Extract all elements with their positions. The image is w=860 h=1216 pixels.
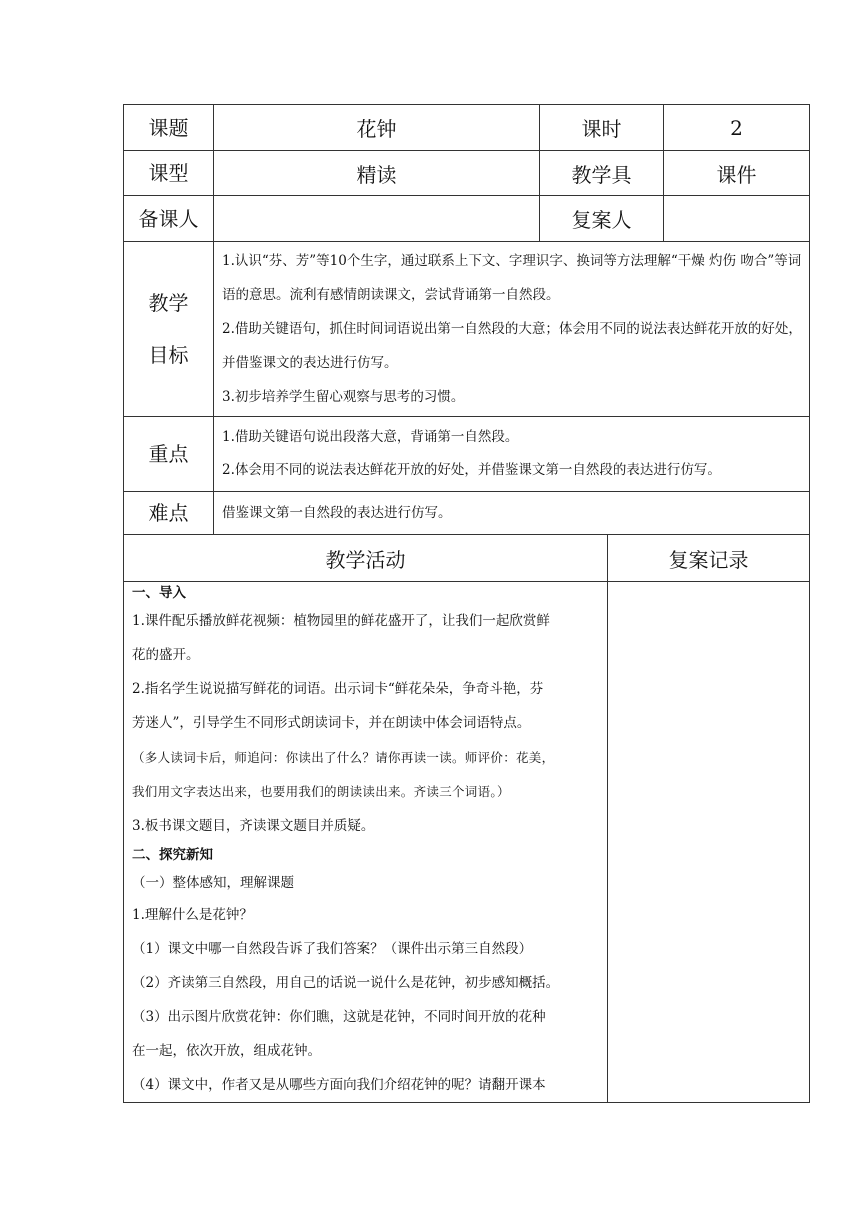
reviewer-value bbox=[664, 196, 810, 242]
type-label: 课型 bbox=[124, 151, 214, 196]
tools-value: 课件 bbox=[664, 151, 810, 196]
activities-content bbox=[124, 582, 608, 1103]
subsection-title: （一）整体感知，理解课题 bbox=[132, 875, 294, 891]
activity-line: （1）课文中哪一自然段告诉了我们答案？（课件出示第三自然段） bbox=[132, 941, 533, 957]
activity-line: （4）课文中，作者又是从哪些方面向我们介绍花钟的呢？请翻开课本 bbox=[132, 1077, 546, 1093]
topic-label: 课题 bbox=[124, 105, 214, 151]
row-type bbox=[124, 151, 810, 196]
period-value: 2 bbox=[664, 105, 810, 151]
activity-line: （3）出示图片欣赏花钟：你们瞧，这就是花钟，不同时间开放的花种 bbox=[132, 1009, 546, 1025]
section-title: 二、探究新知 bbox=[132, 847, 213, 863]
key-points-text bbox=[214, 417, 810, 492]
objectives-label bbox=[124, 242, 214, 417]
key-point-item: 1.借助关键语句说出段落大意，背诵第一自然段。 bbox=[222, 429, 519, 445]
row-activities bbox=[124, 582, 810, 1103]
row-preparer bbox=[124, 196, 810, 242]
row-difficulty bbox=[124, 492, 810, 535]
difficulty-label: 难点 bbox=[124, 492, 214, 535]
activity-note: 我们用文字表达出来，也要用我们的朗读读出来。齐读三个词语。） bbox=[132, 784, 510, 799]
key-points-label: 重点 bbox=[124, 417, 214, 492]
activity-header: 教学活动 bbox=[124, 535, 608, 582]
difficulty-text: 借鉴课文第一自然段的表达进行仿写。 bbox=[214, 492, 810, 535]
review-record-content bbox=[608, 582, 810, 1103]
objectives-label-bottom: 目标 bbox=[148, 343, 189, 367]
activity-line: 2.指名学生说说描写鲜花的词语。出示词卡“鲜花朵朵，争奇斗艳，芬 bbox=[132, 681, 544, 697]
activity-line: 3.板书课文题目，齐读课文题目并质疑。 bbox=[132, 818, 375, 834]
reviewer-label: 复案人 bbox=[540, 196, 664, 242]
activity-line: （2）齐读第三自然段，用自己的话说一说什么是花钟，初步感知概括。 bbox=[132, 975, 560, 991]
objective-item: 3.初步培养学生留心观察与思考的习惯。 bbox=[222, 389, 465, 405]
activity-line: 1.理解什么是花钟？ bbox=[132, 907, 253, 923]
row-objectives bbox=[124, 242, 810, 417]
objectives-label-top: 教学 bbox=[148, 291, 189, 315]
tools-label: 教学具 bbox=[540, 151, 664, 196]
review-record-header: 复案记录 bbox=[608, 535, 810, 582]
key-point-item: 2.体会用不同的说法表达鲜花开放的好处，并借鉴课文第一自然段的表达进行仿写。 bbox=[222, 462, 721, 478]
row-topic bbox=[124, 105, 810, 151]
objectives-text bbox=[214, 242, 810, 417]
type-value: 精读 bbox=[214, 151, 540, 196]
preparer-label: 备课人 bbox=[124, 196, 214, 242]
activity-line: 在一起，依次开放，组成花钟。 bbox=[132, 1043, 321, 1059]
activity-line: 芳迷人”，引导学生不同形式朗读词卡，并在朗读中体会词语特点。 bbox=[132, 715, 531, 731]
objective-item: 2.借助关键语句，抓住时间词语说出第一自然段的大意；体会用不同的说法表达鲜花开放的好处，并借鉴课文的表达进行仿写。 bbox=[222, 321, 802, 371]
lesson-plan-table bbox=[123, 104, 810, 1103]
activity-line: 1.课件配乐播放鲜花视频：植物园里的鲜花盛开了，让我们一起欣赏鲜 bbox=[132, 613, 550, 629]
row-key-points bbox=[124, 417, 810, 492]
preparer-value bbox=[214, 196, 540, 242]
activity-line: 花的盛开。 bbox=[132, 647, 200, 663]
activity-note: （多人读词卡后，师追问：你读出了什么？请你再读一读。师评价：花美， bbox=[132, 750, 555, 765]
objective-item: 1.认识“芬、芳”等10个生字，通过联系上下文、字理识字、换词等方法理解“干燥 灼伤 吻合”等词语的意思。流利有感情朗读课文，尝试背诵第一自然段。 bbox=[222, 253, 802, 303]
topic-value: 花钟 bbox=[214, 105, 540, 151]
section-title: 一、导入 bbox=[132, 585, 186, 601]
period-label: 课时 bbox=[540, 105, 664, 151]
row-activity-header bbox=[124, 535, 810, 582]
